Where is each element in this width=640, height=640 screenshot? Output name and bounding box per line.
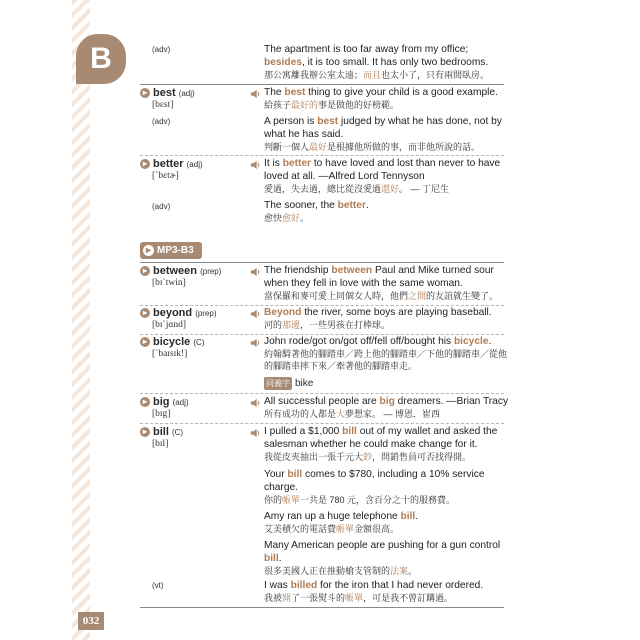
pos-label: (adv) <box>152 202 171 211</box>
example-en: A person is best judged by what he has done, not by what he has said. <box>264 116 502 140</box>
play-icon: ▸ <box>140 427 150 437</box>
speaker-icon[interactable] <box>250 398 260 408</box>
example-zh: 約翰騎著他的腳踏車／跨上他的腳踏車／下他的腳踏車／從他的腳踏車摔下來／牽著他的腳踏車走。 <box>264 349 508 371</box>
example-en: I was billed for the iron that I had never ordered. <box>264 580 484 591</box>
divider <box>140 423 504 424</box>
example-en: The sooner, the better. <box>264 200 369 211</box>
pos-label: (adv) <box>152 117 171 126</box>
example-en: Many American people are pushing for a gun control bill. <box>264 540 501 564</box>
example-en: The friendship between Paul and Mike turned sour when they fell in love with the same woman. <box>264 265 494 289</box>
ipa: [bɪˋtwin] <box>152 278 186 288</box>
ipa: [bɛst] <box>152 100 174 110</box>
example-en: Your bill comes to $780, including a 10% service charge. <box>264 469 485 493</box>
example-zh: 我從皮夾抽出一張千元大鈔，問銷售員可否找得開。 <box>264 452 472 462</box>
headword-between: ▸ between (prep) <box>140 265 221 277</box>
letter-tab: B <box>76 34 126 84</box>
speaker-icon[interactable] <box>250 267 260 277</box>
play-icon: ▸ <box>140 88 150 98</box>
play-icon: ▸ <box>140 266 150 276</box>
example-zh: 艾美積欠的電話費帳單金額很高。 <box>264 524 400 534</box>
example-en: Beyond the river, some boys are playing baseball. <box>264 307 492 318</box>
example-zh: 愈快愈好。 <box>264 213 310 223</box>
mp3-track-badge[interactable]: ▸ MP3-B3 <box>140 242 202 259</box>
ipa: [bɪˋjɑnd] <box>152 320 186 330</box>
pos-label: (vt) <box>152 581 164 590</box>
example-zh: 河的那邊，一些男孩在打棒球。 <box>264 320 391 330</box>
speaker-icon[interactable] <box>250 338 260 348</box>
example-en: The apartment is too far away from my office; besides, it is too small. It has only two bedrooms. <box>264 44 489 68</box>
divider <box>140 607 504 608</box>
play-icon: ▸ <box>140 337 150 347</box>
synonym: 同義字 bike <box>266 378 314 389</box>
example-en: It is better to have loved and lost than never to have loved at all. —Alfred Lord Tennyson <box>264 158 501 182</box>
headword-bicycle: ▸ bicycle (C) <box>140 336 204 348</box>
play-icon: ▸ <box>140 397 150 407</box>
synonym-tag: 同義字 <box>266 379 290 388</box>
speaker-icon[interactable] <box>250 89 260 99</box>
example-en: The best thing to give your child is a good example. <box>264 87 498 98</box>
example-zh: 判斷一個人最好是根據他所做的事，而非他所說的話。 <box>264 142 481 152</box>
ipa: [bɪg] <box>152 409 171 419</box>
example-en: All successful people are big dreamers. —Brian Tracy <box>264 396 509 407</box>
divider <box>140 262 504 263</box>
speaker-icon[interactable] <box>250 309 260 319</box>
page-number: 032 <box>78 612 104 630</box>
headword-better: ▸ better (adj) <box>140 158 203 170</box>
example-zh: 給孩子最好的事是做他的好榜範。 <box>264 100 400 110</box>
ipa: [ˋbɛtɚ] <box>152 171 179 181</box>
example-zh: 你的帳單一共是 780 元，含百分之十的服務費。 <box>264 495 456 505</box>
example-zh: 我被開了一張熨斗的帳單，可是我不曾訂購過。 <box>264 593 454 603</box>
example-zh: 很多美國人正在推動槍支管制的法案。 <box>264 566 418 576</box>
headword-bill: ▸ bill (C) <box>140 426 183 438</box>
play-icon: ▸ <box>140 159 150 169</box>
speaker-icon[interactable] <box>250 428 260 438</box>
headword-beyond: ▸ beyond (prep) <box>140 307 217 319</box>
play-icon: ▸ <box>143 245 154 256</box>
headword-big: ▸ big (adj) <box>140 396 189 408</box>
example-zh: 當保羅和麥可愛上同個女人時，他們之間的友誼就生變了。 <box>264 291 499 301</box>
speaker-icon[interactable] <box>250 160 260 170</box>
divider <box>140 393 504 394</box>
example-zh: 愛過，失去過，總比從沒愛過還好。 — 丁尼生 <box>264 184 450 194</box>
headword-best: ▸ best (adj) <box>140 87 195 99</box>
divider <box>140 334 504 335</box>
ipa: [bɪl] <box>152 439 169 449</box>
example-en: I pulled a $1,000 bill out of my wallet and asked the salesman whether he could make change for it. <box>264 426 498 450</box>
example-en: Amy ran up a huge telephone bill. <box>264 511 419 522</box>
divider <box>140 84 504 85</box>
divider <box>140 305 504 306</box>
example-en: John rode/got on/got off/fell off/bought his bicycle. <box>264 336 492 347</box>
play-icon: ▸ <box>140 308 150 318</box>
decorative-stripe <box>72 0 90 640</box>
example-zh: 那公寓離我辦公室太遠；而且也太小了，只有兩間臥房。 <box>264 70 490 80</box>
divider <box>140 155 504 156</box>
ipa: [ˋbaɪsɪk!] <box>152 349 188 359</box>
example-zh: 所有成功的人都是大夢想家。 — 博恩．崔西 <box>264 409 441 419</box>
pos-label: (adv) <box>152 45 171 54</box>
